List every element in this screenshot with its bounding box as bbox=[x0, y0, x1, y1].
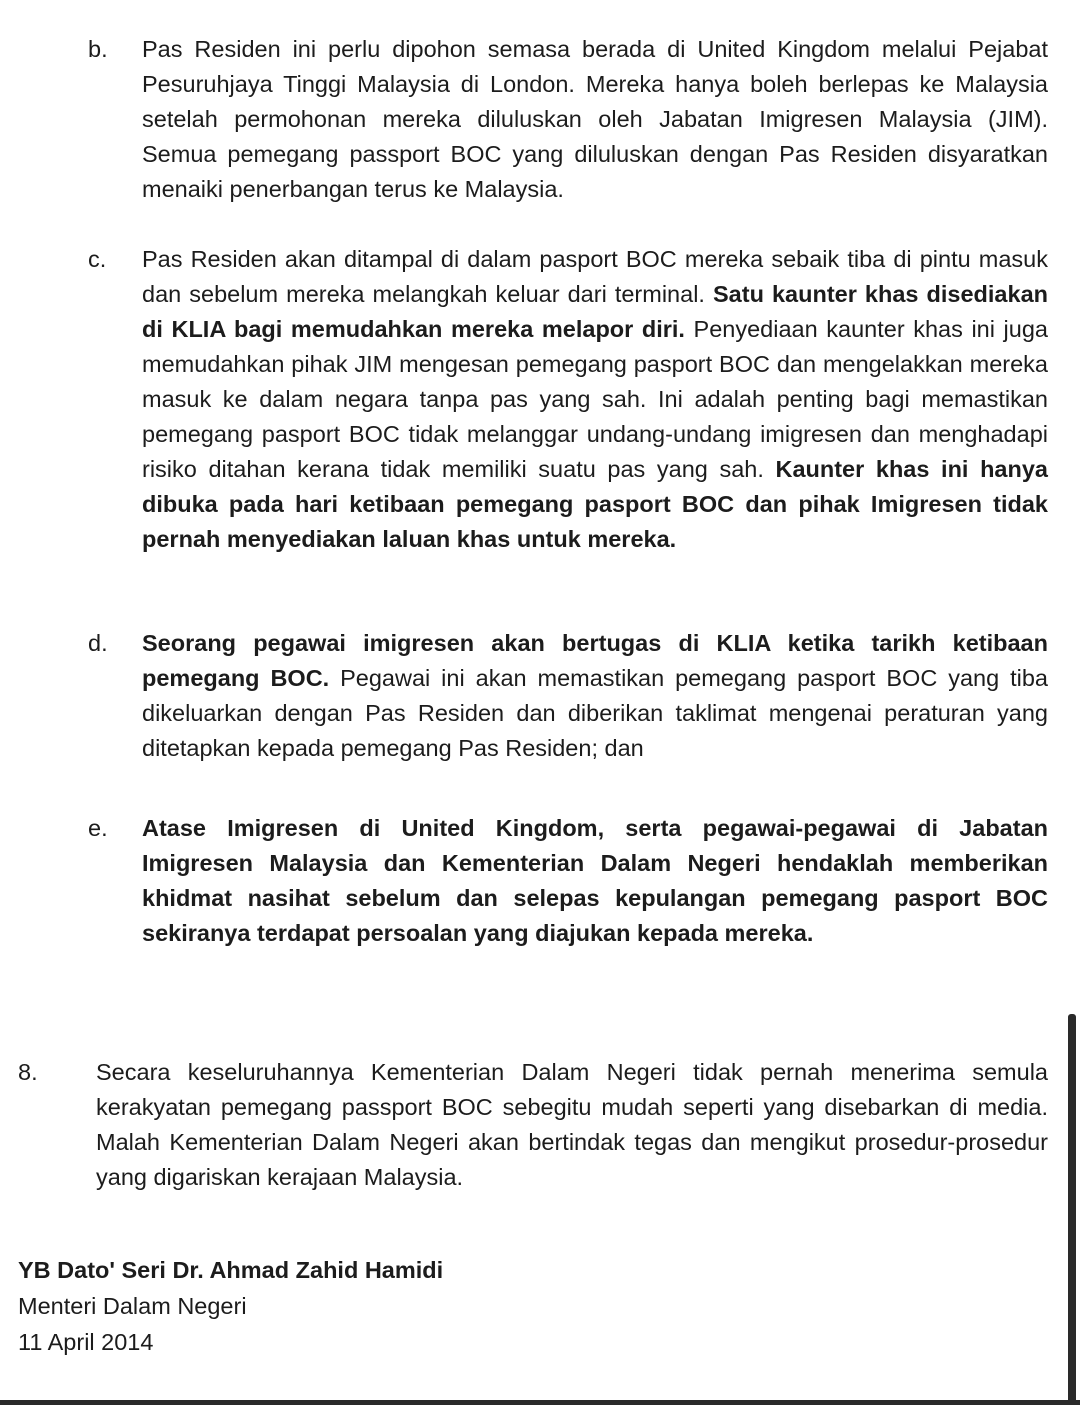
text-run: Pas Residen ini perlu dipohon semasa berada di United Kingdom melalui Pejabat Pesuruhjaya Tinggi Malaysia di London. Mereka hanya boleh berlepas ke Malaysia setelah permohonan mereka diluluskan oleh Jabatan Imigresen Malaysia (JIM). Semua pemegang passport BOC yang diluluskan dengan Pas Residen disyaratkan menaiki penerbangan terus ke Malaysia. bbox=[142, 36, 1048, 202]
paragraph-d bbox=[88, 626, 1048, 766]
paragraph-b bbox=[88, 32, 1048, 207]
bold-text-run: Atase Imigresen di United Kingdom, serta pegawai-pegawai di Jabatan Imigresen Malaysia dan Kementerian Dalam Negeri hendaklah memberikan khidmat nasihat sebelum dan selepas kepulangan pemegang pasport BOC sekiranya terdapat persoalan yang diajukan kepada mereka. bbox=[142, 815, 1048, 946]
paragraph-marker: 8. bbox=[18, 1059, 38, 1085]
paragraph-c bbox=[88, 242, 1048, 557]
signatory-name: YB Dato' Seri Dr. Ahmad Zahid Hamidi bbox=[18, 1257, 444, 1283]
paragraph-marker: d. bbox=[88, 630, 108, 656]
paragraph-text bbox=[142, 242, 1048, 557]
paragraph-marker: b. bbox=[88, 36, 108, 62]
signatory-title: Menteri Dalam Negeri bbox=[18, 1293, 247, 1319]
paragraph-text bbox=[142, 32, 1048, 207]
paragraph-marker: c. bbox=[88, 246, 107, 272]
bold-text-run: Seorang pegawai imigresen akan bertugas di KLIA ketika tarikh ketibaan pemegang BOC. bbox=[142, 630, 1048, 691]
text-run: Pegawai ini akan memastikan pemegang pasport BOC yang tiba dikeluarkan dengan Pas Residen dan diberikan taklimat mengenai peraturan yang ditetapkan kepada pemegang Pas Residen; dan bbox=[142, 665, 1048, 761]
page-edge-shadow bbox=[1068, 1014, 1076, 1405]
paragraph-text bbox=[142, 626, 1048, 766]
bold-text-run: Satu kaunter khas disediakan di KLIA bagi memudahkan mereka melapor diri. bbox=[142, 281, 1048, 342]
paragraph-marker: e. bbox=[88, 815, 108, 841]
paragraph-e bbox=[88, 811, 1048, 951]
text-run: Pas Residen akan ditampal di dalam pasport BOC mereka sebaik tiba di pintu masuk dan sebelum mereka melangkah keluar dari terminal. bbox=[142, 246, 1048, 307]
page-bottom-edge bbox=[0, 1400, 1080, 1405]
paragraph-text bbox=[142, 811, 1048, 951]
paragraph-text bbox=[96, 1055, 1048, 1195]
text-run: Penyediaan kaunter khas ini juga memudahkan pihak JIM mengesan pemegang pasport BOC dan mengelakkan mereka masuk ke dalam negara tanpa pas yang sah. Ini adalah penting bagi memastikan pemegang pasport BOC tidak melanggar undang-undang imigresen dan menghadapi risiko ditahan kerana tidak memiliki suatu pas yang sah. bbox=[142, 316, 1048, 482]
document-date: 11 April 2014 bbox=[18, 1329, 154, 1355]
signature-block bbox=[18, 1252, 443, 1360]
paragraph-8 bbox=[18, 1055, 1048, 1195]
text-run: Secara keseluruhannya Kementerian Dalam Negeri tidak pernah menerima semula kerakyatan pemegang passport BOC sebegitu mudah seperti yang disebarkan di media. Malah Kementerian Dalam Negeri akan bertindak tegas dan mengikut prosedur-prosedur yang digariskan kerajaan Malaysia. bbox=[96, 1059, 1048, 1190]
bold-text-run: Kaunter khas ini hanya dibuka pada hari ketibaan pemegang pasport BOC dan pihak Imigresen tidak pernah menyediakan laluan khas untuk mereka. bbox=[142, 456, 1048, 552]
